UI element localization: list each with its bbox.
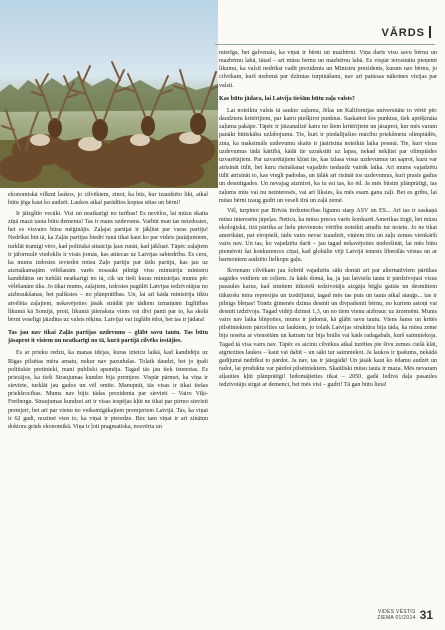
article-paragraph: mierīga, bet galvenais, ka viņai ir bērni un mazbērni. Viņa darīs visu savu bērnu un mazbērnu labā, tātad – arī mūsu bērnu un mazbērnu labā. Es vispār ierosinātu pieņemt likumu, ka valstī nedrīkst vadīt prezidents un Ministru prezidents, kuram nav bērnu, jo cilvēkam, kurš nedomā par dzīmtas turpināšanu, nav arī patiesas nākotnes vīzijas par valsti.	[219, 50, 437, 89]
magazine-name: VIDES VĒSTIS	[377, 609, 416, 615]
magazine-info	[377, 609, 415, 621]
section-tag: VĀRDS	[381, 26, 431, 39]
article-paragraph: Es ar prieku redzu, ka manas idejas, kuras izteicu laikā, kad kandidēju uz Rīgas pilsētas mēra amatu, nekur nav pazudušas. Tolaik daudzi, bet jo īpaši politiskie pretinieki, mani publiski apsmēja. Tagad tās jau tiek īstenotas. Es priecājos, ka tieši Straujumas kundze bija premjere. Vispār pārmet, ka viņa ir sievīete, turklāt jau gados un vēl omīte. Manuprāt, tās visas ir tikai tiešas priekšrocības. Mums nav bijis tādas prezidenta par sievieti – Vairo Viķi-Freibergu. Straujumas kundzei arī ir visas iespējas kļūt ne tikai par pirmo sievieti premjeri, bet arī par vienu no veiksmīgākajiem premjeriem Latvijā. Tas, ka viņai ir 62 gadi, nozīmē vien to, ka viņai ir pieredze. Bez tam viņai ir arī zinātņu doktora grāds ekonomikā. Viņa ir ļoti pragmatiska, nosvērta un	[8, 350, 208, 430]
magazine-issue: ZIEMA 01/2014	[377, 615, 416, 621]
reindeer-illustration	[0, 0, 218, 188]
article-paragraph: Ir jāizglīto vecāki. Visi un neatkarīgi no turības! Es nevēlos, lai mūsu skaita zīņā mazā tauta būtu dementa! Tas ir mans uzdevums. Varbūt man tas neizdosies, bet es visvairs būsu mēģinājis. Zaļajai partijai ir jākļūst par varas partiju! Nedrīkst būt tā, ka Zaļās partijas biedri runā tikai kaut ko par videis jautājumiem, turklāt tramīgi vēro, kad politiskā situācija ļaus runāt, kad jāklusē. Tāpēc zaļajiem ir jāformulē viedoklis ir visās jomās, kas attiecas uz Latvijas sabiedrību. Es ceru, ka mums izdosies ieviedot mūsu Zaļo partiju par tādu partiju, kas jau uz aizmākamajām vēlēšanām varēs nosaukt pilnīgi visu ministriju ministru kandidātus un turklāt neatkarīgi no tā, cik un tieši kuras ministrijas mums pēc vēlēšanām tiks. Jo tikai mums, zaļajiem, izdosies pagūlēt Latvijas iedzīvotājus no aizbraukšanas, bet paliksies – no plānprātības. Un, lai arī kāda ministrija tiktu atvēlēta zaļajiem, nekavējoties jāsāk strādāt pie tādiem izmaiņām Izglītības likumā kā Somijā, proti, likumā jāieraksta viens vai divi panti par to, ka skolā bērni veselīgi jāizdina uz valsts rēķina. Latvijai vai izglābt ēdot, bet tas ir jādara!	[8, 210, 208, 323]
article-paragraph: Lai noteiktu valsts tā saukto zaļumu, Jēlas un Kalifornijas universitāte to vērtē pēc daudziem kritērijiem, par katru piešķirot punktus. Saskaitot šos punktus, tiek aprēķināta zaļuma pakāpe. Tāpēc ir jāizanalizē katrs no šiem kritērijiem un jāsaprot, kur mēs varam panākt būtiskāku uzlabojumu. Tie, kuri ir piedalījušies mācību priekšmetu olimpiādēs, zina, ka maksimāls uzdevumu skaits ir jāatrisina noteiktā laika posmā. Tie, kuri visus uzdevumus tādā kārtībā, kādā tie uzrakstīti uz lapas, nekad nekļūst par olimpiādes uzvarētājiem. Par uzvarētājiem kļūst tie, kas izlasa visus uzdevumus un saprot, kuru var atrisināt tūlīt, bet kuru risināšanai vajadzēs nedaudz vairāk laika. Arī mums vajadzētu tūlīt atrisināt to, kas viegli padodas, un tālāk arī risināt tos uzdevumus, kuri prasīs gadus un desmitgades. Un nevajag aizmirst, ka tu esi tas, ko ēd. Ja mēs būsim plānprātīgi, tas zaļums mūs vai nu neinteresēs, vai arī liksies, ka mēs esam gana zaļi. Bet es gribu, lai mūsu bērni izaug gudri un veseli tīrā un zaļā zemē.	[219, 107, 437, 204]
page-number: 31	[419, 608, 433, 622]
right-column	[219, 49, 437, 392]
article-paragraph: Ikvienam cilvēkam jau šobrīd vajadzētu sākt domāt arī par alternatīviem pārtikas sagādes veidiem un ceļiem. Ja kāds domā, ka, ja jau latviešu tauta ir pārdzīvojusi visus pasaules karus, kad simtiem tūkstoši iedzīvotāju aizgāja bēgļu gaitās un desmitiem tūkstošu mira represijās un izsūtījumā, tagad mēs tas puts un tauta atkal atauģs... tas ir pilnīgs blēņas! Tonēz ģimenēs dzīma desmit un divpadsmit bērnu, no kuriem astoņi vai desmit izdzīvoja. Tagad vidēji dzimst 1,3, un no tiem vienu aizbrauc uz ārzemēm. Mums vairs nav laika blēpoties, mums ir jādomā, kā glābt savu tautu. Viens šanss un kritēs pilsētniekiem pārcelties uz laukiem, jo tolaik Latvijas struktūra bija tāda, ka mūsu zeme bija nosēta ar viensētām un katram tur bija brālis vai kāds radagabals, kurš saimniekoja. Tagad tā visa vairs nav. Tāpēc es aicinu cilvēkus atkal turēties pie šīvu zemes ciešā klāt, atgriezties laukos – kaut vai dabīt – un sākt tur saimniekot. Ja laukos ir īpašums, nekādā gadījumā nedrīkst to pārdot. Ja nav, tas ir jāiegādā! Un jāsāk kaut ko ēdamu audzēt un radot, lai produktu var pārdot pilsētniekiem. Skaitliski mūsu tauta ir maza. Mēs nevaram atļauties kļūt plānprātīgi! Iedomājieties tikai – 2050. gadā Iedīvā daļa pasaules iedzīvotāju sirgst ar demenci, bet mēs visi – gudri! Tā gan būtu lieta!	[219, 268, 437, 389]
reindeer-herd-photo	[0, 0, 218, 188]
article-paragraph: Vēl, turpinot par Brīvās tirdzniecības līgumu starp ASV un ES... Arī tas ir saskaņā mūsu interesēm jāpeļas. Neticu, ka mūsu preces varēs konkurēt Amerikas tirgū, bet mūsu ekoloģiskā, tīrā pārtika ar lielu pievienoto vērtību noteikti atradīs tur noietu. Jo ne tikai amerikāņi, pat eiropieši, tādu vairs nevar izaudzēt, viņiem tīru un zaļu zemes vienkārši vairs nav. Un tas, ko vajadzētu darīt – jau tagad nekavējoties nodrošināt, lai mēs būtu piemēroti šai konkurences cīņai, kad globālie vēji Latvijā ienesīs liberālās vēstas un ar harmoniem audzēto lielkopu gaļu.	[219, 208, 437, 264]
left-column	[8, 191, 208, 434]
interview-question: Kas būtu jādara, lai Latvija tiešām būtu zaļa valsts?	[219, 95, 355, 102]
interview-question: Tas jau nav tikai Zaļās partijas uzdevums – glābt savu tautu. Tas būtu jāsaprot it visiem un neatkarīgi no tā, kurā partijā cilvēks iestājies.	[8, 330, 208, 345]
page-footer	[377, 608, 433, 622]
header-rule	[215, 44, 435, 45]
article-paragraph: ekonomiskā vilkmi laukos, jo cilvēkiem, zinot, ka būs, kur izaudzēto likt, atkal būtu jēga kaut ko audzēt. Laukos atkal parādītos koptas sētas un bērni!	[8, 192, 208, 207]
